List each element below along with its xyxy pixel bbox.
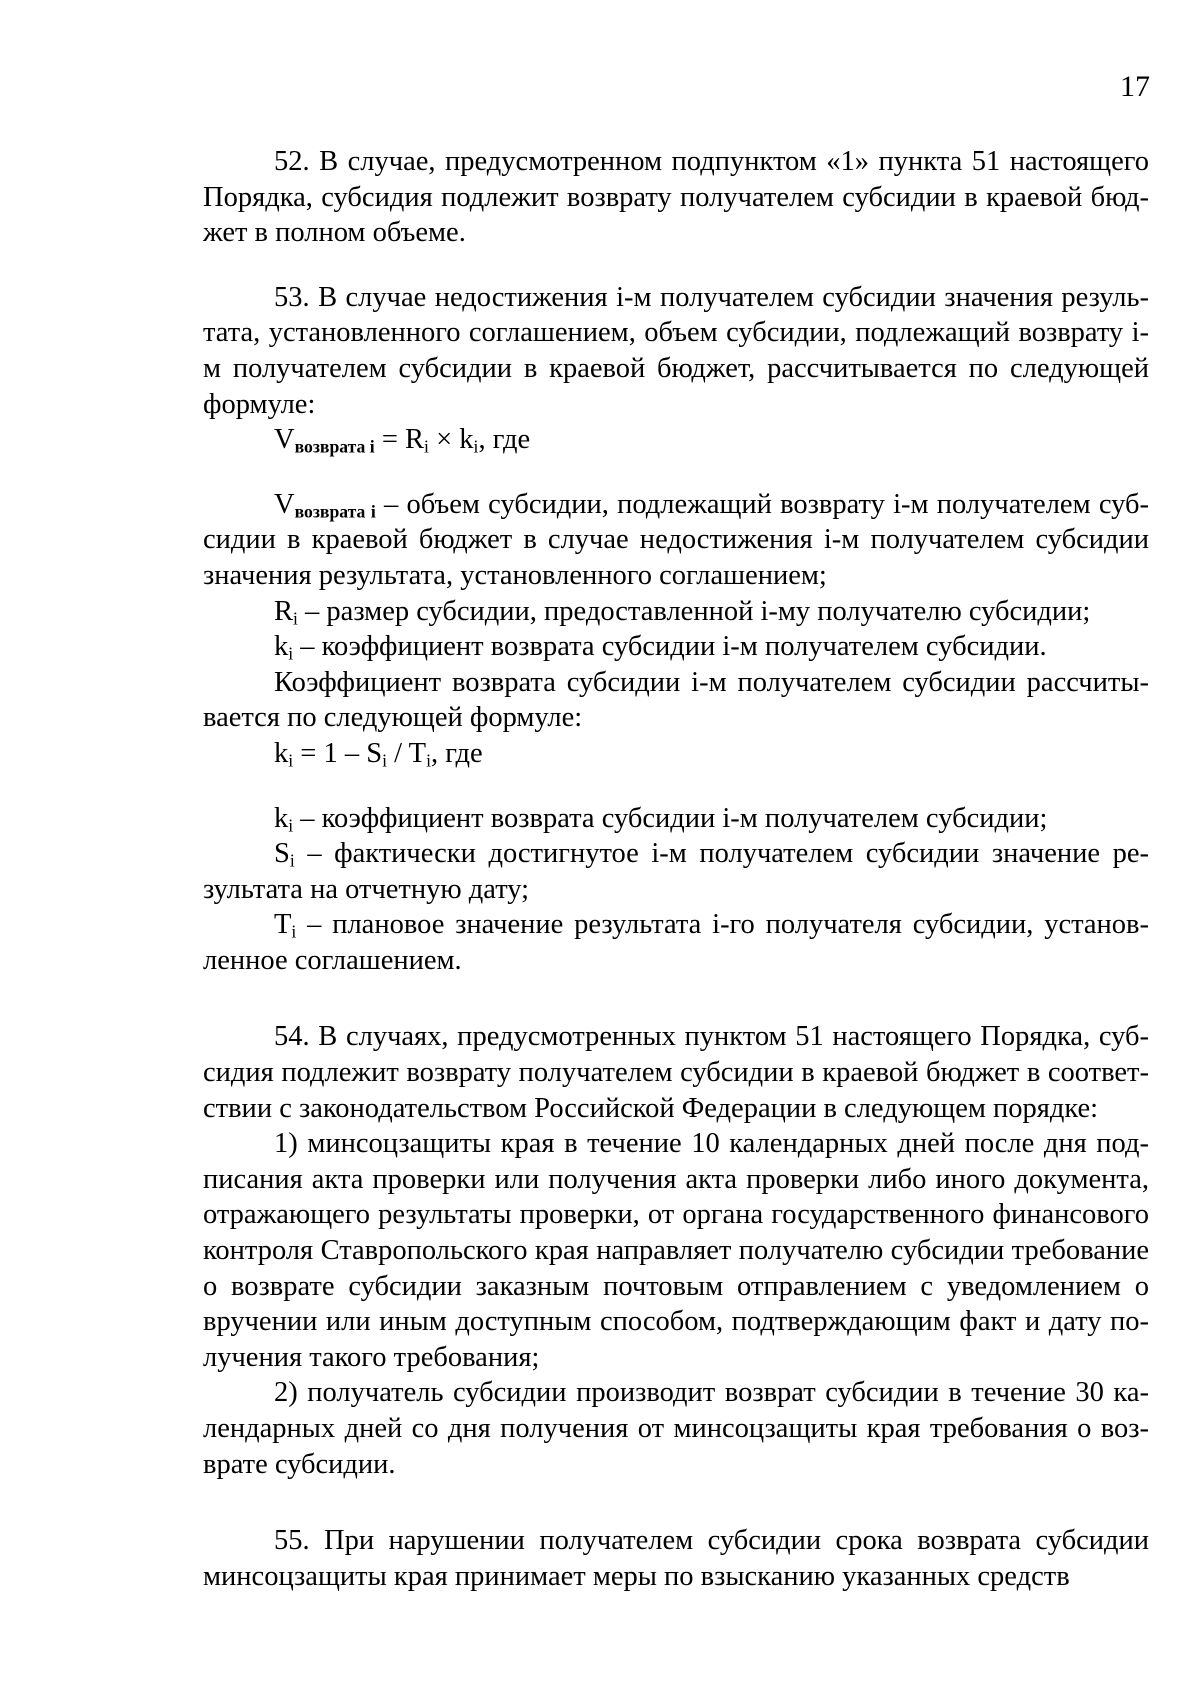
definition-subscript: i	[293, 607, 298, 628]
formula-text: , где	[478, 424, 531, 456]
formula-text: / T	[387, 737, 427, 769]
paragraph-54-item-1: 1) минсоцзащиты края в течение 10 календарных дней после дня подписания акта проверки или получения акта проверки либо иного документа, отражающего результаты проверки, от органа государственного финансового контроля Ставропольского края направляет получателю субсидии требование о возврате субсидии заказным почтовым отправлением с уведомлением о вручении или иным доступным способом, подтверждающим факт и дату получения такого требования;	[203, 1128, 1149, 1373]
formula-subscript: возврата i	[294, 436, 375, 457]
definition-symbol: V	[274, 488, 295, 520]
paragraph-coefficient: Коэффициент возврата субсидии i-м получателем субсидии рассчитывается по следующей формуле:	[203, 666, 1149, 734]
definition-text: – плановое значение результата i-го получателя субсидии, установленное соглашением.	[203, 909, 1149, 976]
formula-text: , где	[430, 737, 483, 769]
formula-symbol: V	[274, 424, 295, 456]
formula-subscript: i	[288, 750, 294, 771]
formula-text: = 1 – S	[293, 737, 383, 769]
definition-text: – фактически достигнутое i-м получателем субсидии значение результата на отчетную дату;	[203, 838, 1149, 905]
definition-v-return	[203, 487, 1149, 594]
definition-subscript: i	[291, 921, 297, 942]
definition-s	[203, 836, 1149, 907]
formula-subscript: i	[426, 750, 431, 771]
formula-v-return	[203, 422, 1149, 458]
definition-symbol: S	[274, 838, 290, 870]
definition-k-2	[203, 801, 1149, 837]
definition-symbol: T	[274, 909, 292, 941]
formula-subscript: i	[382, 750, 387, 771]
page-number: 17	[1120, 70, 1150, 103]
definition-k	[203, 629, 1149, 665]
definition-text: – коэффициент возврата субсидии i-м получателем субсидии.	[293, 631, 1047, 663]
paragraph-54-item-2: 2) получатель субсидии производит возврат субсидии в течение 30 календарных дней со дня получения от минсоцзащиты края требования о возврате субсидии.	[203, 1377, 1149, 1480]
formula-text: × k	[428, 424, 474, 456]
definition-subscript: i	[288, 814, 294, 835]
definition-r	[203, 594, 1149, 630]
definition-symbol: k	[274, 631, 289, 663]
definition-subscript: возврата i	[294, 501, 376, 522]
definition-symbol: R	[274, 595, 294, 627]
definition-symbol: k	[274, 802, 289, 834]
paragraph-54: 54. В случаях, предусмотренных пунктом 51 настоящего Порядка, субсидия подлежит возврату получателем субсидии в краевой бюджет в соответствии с законодательством Российской Федерации в следующем порядке:	[203, 1021, 1149, 1124]
document-body	[203, 144, 1149, 1594]
formula-k	[203, 736, 1149, 772]
definition-subscript: i	[289, 850, 295, 871]
definition-text: – размер субсидии, предоставленной i-му получателю субсидии;	[297, 595, 1091, 627]
formula-text: = R	[374, 424, 425, 456]
paragraph-55: 55. При нарушении получателем субсидии срока возврата субсидии минсоцзащиты края принимает меры по взысканию указанных средств	[203, 1525, 1149, 1592]
definition-t	[203, 907, 1149, 978]
definition-text: – объем субсидии, подлежащий возврату i-м получателем субсидии в краевой бюджет в случае недостижения i-м получателем субсидии значения результата, установленного соглашением;	[203, 488, 1149, 591]
paragraph-53: 53. В случае недостижения i-м получателем субсидии значения результата, установленного соглашением, объем субсидии, подлежащий возврату i-м получателем субсидии в краевой бюджет, рассчитывается по следующей формуле:	[203, 281, 1149, 420]
definition-subscript: i	[288, 643, 294, 664]
paragraph-52: 52. В случае, предусмотренном подпунктом «1» пункта 51 настоящего Порядка, субсидия подлежит возврату получателем субсидии в краевой бюджет в полном объеме.	[203, 146, 1149, 249]
formula-symbol: k	[274, 737, 289, 769]
formula-subscript: i	[473, 436, 479, 457]
formula-subscript: i	[424, 436, 429, 457]
definition-text: – коэффициент возврата субсидии i-м получателем субсидии;	[293, 802, 1048, 834]
